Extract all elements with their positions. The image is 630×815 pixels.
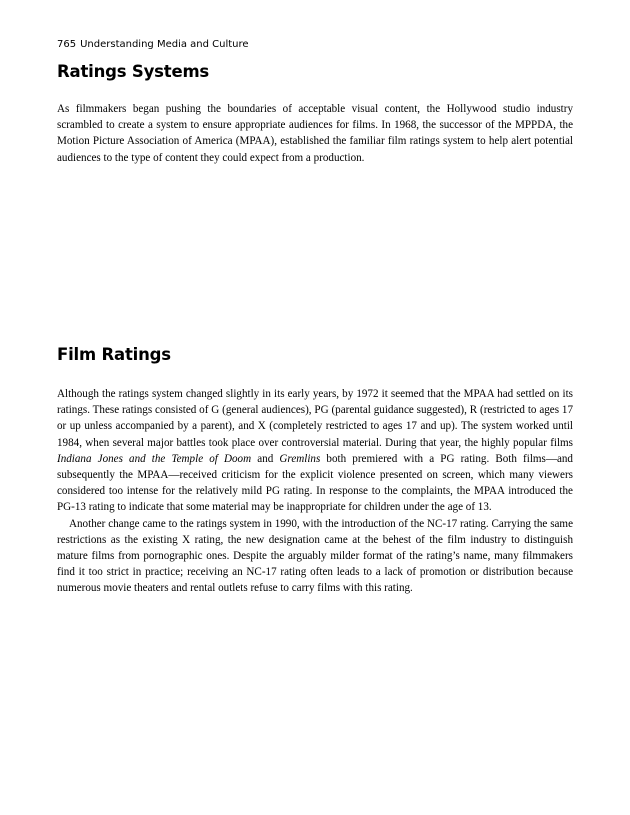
section-title-film-ratings: Film Ratings [57, 345, 171, 364]
running-header [57, 38, 249, 52]
paragraph [57, 386, 573, 516]
film-title: Gremlins [279, 452, 321, 465]
paragraph: Another change came to the ratings system in 1990, with the introduction of the NC-17 rating. Carrying the same restrictions as the existing X rating, the new designation came at the behest of the film industry to distinguish mature films from pornographic ones. Despite the arguably milder format of the rating’s name, many filmmakers find it too strict in practice; receiving an NC-17 rating often leads to a lack of promotion or distribution because numerous movie theaters and rental outlets refuse to carry films with this rating. [57, 517, 573, 595]
page-number: 765 [57, 39, 77, 50]
section-body-film-ratings [57, 386, 573, 597]
paragraph-text: Although the ratings system changed slightly in its early years, by 1972 it seemed that the MPAA had settled on its ratings. These ratings consisted of G (general audiences), PG (parental guidance suggested), R (restricted to ages 17 or up unless accompanied by a parent), and X (completely restricted to ages 17 and up). The system worked until 1984, when several major battles took place over controversial material. During that year, the highly popular films [57, 388, 573, 449]
section-title-ratings-systems: Ratings Systems [57, 62, 210, 81]
book-title: Understanding Media and Culture [80, 39, 249, 50]
paragraph-text: both premiered with a PG rating. Both films—and subsequently the MPAA—received criticism for the explicit violence presented on screen, which many viewers considered too intense for the relatively mild PG rating. In response to the complaints, the MPAA introduced the PG-13 rating to indicate that some material may be inappropriate for children under the age of 13. [57, 452, 573, 514]
paragraph-text: and [251, 452, 280, 465]
section-body-ratings-systems [57, 101, 573, 166]
paragraph: As filmmakers began pushing the boundaries of acceptable visual content, the Hollywood studio industry scrambled to create a system to ensure appropriate audiences for films. In 1968, the successor of the MPPDA, the Motion Picture Association of America (MPAA), established the familiar film ratings system to help alert potential audiences to the type of content they could expect from a production. [57, 103, 573, 164]
film-title: Indiana Jones and the Temple of Doom [57, 452, 252, 465]
